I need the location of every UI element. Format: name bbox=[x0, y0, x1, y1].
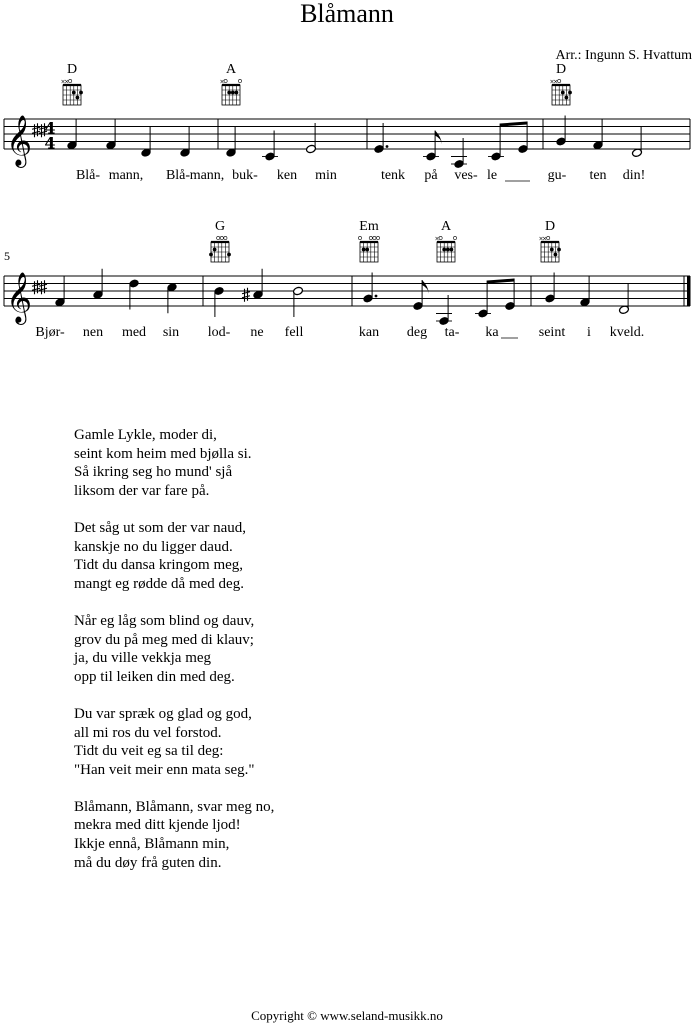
lyric-syllable: din! bbox=[622, 168, 646, 183]
copyright-notice: Copyright © www.seland-musikk.no bbox=[251, 1008, 443, 1023]
lyric-syllable: kveld. bbox=[609, 325, 645, 340]
lyric-syllable: mann, bbox=[108, 168, 144, 183]
chord-dot bbox=[362, 248, 366, 252]
sheet-music-score bbox=[0, 0, 694, 360]
note-beam bbox=[500, 122, 527, 127]
time-signature-bottom: 4 bbox=[44, 133, 56, 153]
verse-line: kanskje no du ligger daud. bbox=[74, 538, 233, 555]
lyric-syllable: ken bbox=[276, 168, 298, 183]
chord-dot bbox=[568, 91, 572, 95]
chord-name-label: D bbox=[66, 62, 78, 77]
chord-muted-string: × bbox=[553, 78, 559, 86]
verse-line: seint kom heim med bjølla si. bbox=[74, 445, 252, 462]
lyric-syllable: sin bbox=[162, 325, 180, 340]
chord-dot bbox=[79, 91, 83, 95]
lyric-syllable: fell bbox=[284, 325, 304, 340]
chord-dot bbox=[209, 253, 213, 257]
chord-open-string bbox=[376, 236, 379, 239]
chord-dot bbox=[231, 91, 235, 95]
lyric-syllable: ta- bbox=[444, 325, 460, 340]
chord-dot bbox=[442, 248, 446, 252]
sharp-icon bbox=[39, 280, 47, 294]
chord-dot bbox=[450, 248, 454, 252]
lyric-syllable: med bbox=[121, 325, 147, 340]
lyric-syllable: tenk bbox=[380, 168, 406, 183]
lyric-syllable: på bbox=[424, 168, 438, 183]
chord-open-string bbox=[238, 79, 241, 82]
dot bbox=[386, 145, 389, 148]
lyric-syllable: kan bbox=[358, 325, 380, 340]
lyric-syllable: i bbox=[587, 325, 591, 340]
lyric-syllable: ka bbox=[485, 325, 499, 340]
lyric-syllable: ves- bbox=[454, 168, 478, 183]
chord-name-label: G bbox=[214, 219, 226, 234]
chord-dot bbox=[565, 96, 569, 100]
chord-muted-string: × bbox=[60, 78, 66, 86]
sharp-icon bbox=[32, 280, 40, 294]
chord-name-label: A bbox=[440, 219, 452, 234]
verse-line: mekra med ditt kjende ljod! bbox=[74, 817, 241, 834]
chord-dot bbox=[227, 91, 231, 95]
chord-dot bbox=[227, 253, 231, 257]
chord-muted-string: × bbox=[219, 78, 225, 86]
sharp-icon bbox=[32, 123, 40, 137]
final-barline bbox=[687, 276, 691, 306]
verse-line: Du var spræk og glad og god, bbox=[74, 705, 252, 722]
chord-open-string bbox=[453, 236, 456, 239]
lyric-syllable: nen bbox=[82, 325, 104, 340]
chord-muted-string: × bbox=[64, 78, 70, 86]
lyric-syllable: buk- bbox=[232, 168, 258, 183]
chord-dot bbox=[561, 91, 565, 95]
verse-line: grov du på meg med di klauv; bbox=[74, 631, 254, 648]
verse-line: Når eg låg som blind og dauv, bbox=[74, 612, 255, 629]
lyric-syllable: min bbox=[315, 168, 337, 183]
lyric-syllable: lod- bbox=[207, 325, 231, 340]
arranger-credit: Arr.: Ingunn S. Hvattum bbox=[555, 48, 692, 63]
chord-muted-string: × bbox=[542, 235, 548, 243]
lyrics-verses bbox=[74, 426, 274, 891]
verse-line: all mi ros du vel forstod. bbox=[74, 724, 222, 741]
chord-muted-string: × bbox=[538, 235, 544, 243]
chord-name-label: D bbox=[544, 219, 556, 234]
lyric-syllable: gu- bbox=[547, 168, 567, 183]
chord-open-string bbox=[358, 236, 361, 239]
chord-muted-string: × bbox=[434, 235, 440, 243]
chord-muted-string: × bbox=[549, 78, 555, 86]
chord-open-string bbox=[217, 236, 220, 239]
lyric-syllable: mann, bbox=[189, 168, 225, 183]
dot bbox=[375, 295, 378, 298]
chord-dot bbox=[213, 248, 217, 252]
measure-number: 5 bbox=[4, 249, 10, 263]
stanza bbox=[74, 612, 274, 686]
chord-dot bbox=[557, 248, 561, 252]
chord-name-label: Em bbox=[359, 219, 379, 234]
lyric-syllable: ten bbox=[589, 168, 607, 183]
lyric-syllable: Bjør- bbox=[35, 325, 65, 340]
verse-line: Tidt du veit eg sa til deg: bbox=[74, 743, 224, 760]
lyric-syllable: deg bbox=[406, 325, 428, 340]
chord-dot bbox=[446, 248, 450, 252]
verse-line: Blåmann, Blåmann, svar meg no, bbox=[74, 798, 275, 815]
verse-line: må du døy frå guten din. bbox=[74, 854, 222, 871]
lyric-syllable: Blå- bbox=[165, 168, 191, 183]
sharp-icon bbox=[242, 288, 250, 302]
chord-dot bbox=[76, 96, 80, 100]
verse-line: "Han veit meir enn mata seg." bbox=[74, 761, 255, 778]
verse-line: Gamle Lykle, moder di, bbox=[74, 427, 217, 443]
chord-dot bbox=[554, 253, 558, 257]
lyric-syllable: Blå- bbox=[75, 168, 101, 183]
verse-line: ja, du ville vekkja meg bbox=[74, 650, 212, 667]
time-signature-top: 4 bbox=[44, 118, 56, 138]
lyric-syllable: le bbox=[486, 168, 498, 183]
eighth-flag-icon bbox=[422, 280, 429, 294]
chord-open-string bbox=[369, 236, 372, 239]
song-title: Blåmann bbox=[300, 0, 394, 28]
chord-dot bbox=[365, 248, 369, 252]
chord-name-label: A bbox=[225, 62, 237, 77]
treble-clef-icon: 𝄞 bbox=[6, 115, 33, 166]
verse-line: mangt eg rødde då med deg. bbox=[74, 575, 244, 592]
chord-open-string bbox=[373, 236, 376, 239]
verse-line: liksom der var fare på. bbox=[74, 482, 210, 499]
stanza bbox=[74, 519, 274, 593]
verse-line: opp til leiken din med deg. bbox=[74, 668, 235, 685]
chord-dot bbox=[72, 91, 76, 95]
verse-line: Det såg ut som der var naud, bbox=[74, 519, 247, 536]
verse-line: Ikkje ennå, Blåmann min, bbox=[74, 836, 230, 853]
verse-line: Tidt du dansa kringom meg, bbox=[74, 557, 244, 574]
stanza bbox=[74, 426, 274, 500]
chord-open-string bbox=[220, 236, 223, 239]
eighth-flag-icon bbox=[435, 131, 442, 145]
chord-dot bbox=[550, 248, 554, 252]
lyric-syllable: ne bbox=[250, 325, 264, 340]
stanza bbox=[74, 705, 274, 779]
treble-clef-icon: 𝄞 bbox=[6, 272, 33, 323]
verse-line: Så ikring seg ho mund' sjå bbox=[74, 464, 233, 481]
chord-open-string bbox=[224, 236, 227, 239]
lyric-syllable: seint bbox=[538, 325, 566, 340]
stanza bbox=[74, 798, 274, 872]
note-beam bbox=[487, 279, 514, 284]
chord-dot bbox=[235, 91, 239, 95]
chord-name-label: D bbox=[555, 62, 567, 77]
